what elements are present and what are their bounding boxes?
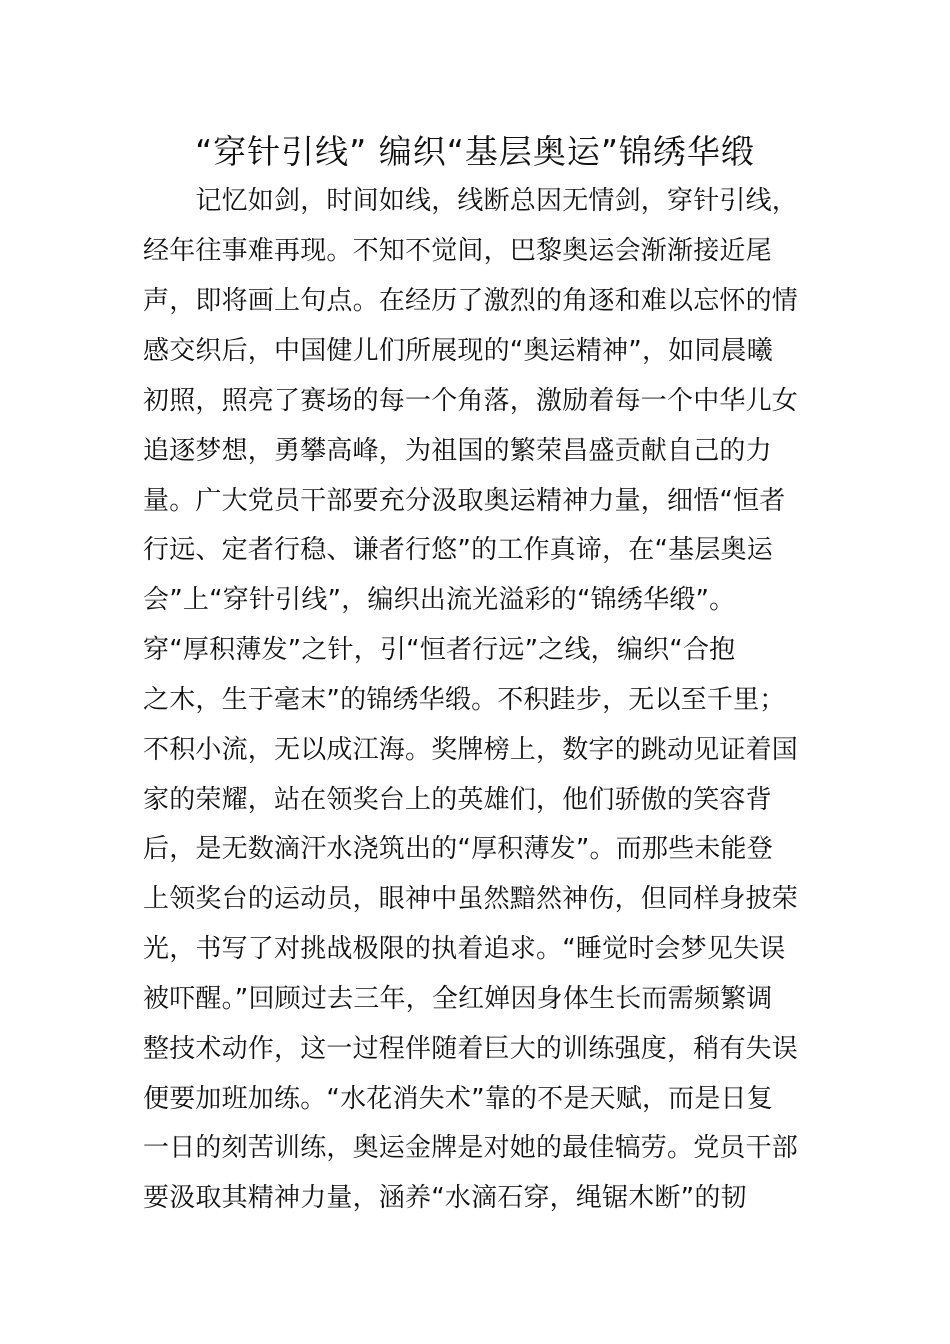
text-line-8: 行远、定者行稳、谦者行悠”的工作真谛，在“基层奥运 bbox=[143, 535, 773, 565]
text-line-7: 量。广大党员干部要充分汲取奥运精神力量，细悟“恒者 bbox=[143, 486, 786, 516]
text-line-5: 初照，照亮了赛场的每一个角落，激励着每一个中华儿女 bbox=[143, 386, 799, 416]
text-line-11: 之木，生于毫末”的锦绣华缎。不积跬步，无以至千里； bbox=[143, 685, 786, 715]
text-line-1: 记忆如剑，时间如线，线断总因无情剑，穿针引线， bbox=[143, 186, 799, 216]
text-line-14: 后，是无数滴汗水浇筑出的“厚积薄发”。而那些未能登 bbox=[143, 834, 773, 864]
text-line-21: 要汲取其精神力量，涵养“水滴石穿，绳锯木断”的韧 bbox=[143, 1183, 747, 1213]
text-line-15: 上领奖台的运动员，眼神中虽然黯然神伤，但同样身披荣 bbox=[143, 884, 799, 914]
text-line-18: 整技术动作，这一过程伴随着巨大的训练强度，稍有失误 bbox=[143, 1034, 799, 1064]
text-line-13: 家的荣耀，站在领奖台上的英雄们，他们骄傲的笑容背 bbox=[143, 785, 772, 815]
text-line-4: 感交织后，中国健儿们所展现的“奥运精神”，如同晨曦 bbox=[143, 336, 773, 366]
text-line-2: 经年往事难再现。不知不觉间，巴黎奥运会渐渐接近尾 bbox=[143, 236, 772, 266]
text-line-20: 一日的刻苦训练，奥运金牌是对她的最佳犒劳。党员干部 bbox=[143, 1133, 799, 1163]
text-line-12: 不积小流，无以成江海。奖牌榜上，数字的跳动见证着国 bbox=[143, 735, 799, 765]
text-line-9: 会”上“穿针引线”，编织出流光溢彩的“锦绣华缎”。 bbox=[143, 585, 736, 615]
text-line-16: 光，书写了对挑战极限的执着追求。“睡觉时会梦见失误 bbox=[143, 934, 786, 964]
text-line-10: 穿“厚积薄发”之针，引“恒者行远”之线，编织“合抱 bbox=[143, 635, 736, 665]
text-line-6: 追逐梦想，勇攀高峰，为祖国的繁荣昌盛贡献自己的力 bbox=[143, 436, 772, 466]
text-line-3: 声，即将画上句点。在经历了激烈的角逐和难以忘怀的情 bbox=[143, 286, 799, 316]
text-line-17: 被吓醒。”回顾过去三年，全红婵因身体生长而需频繁调 bbox=[143, 984, 773, 1014]
document-title: “穿针引线” 编织“基层奥运”锦绣华缎 bbox=[195, 132, 755, 171]
text-line-19: 便要加班加练。“水花消失术”靠的不是天赋，而是日复 bbox=[143, 1084, 773, 1114]
